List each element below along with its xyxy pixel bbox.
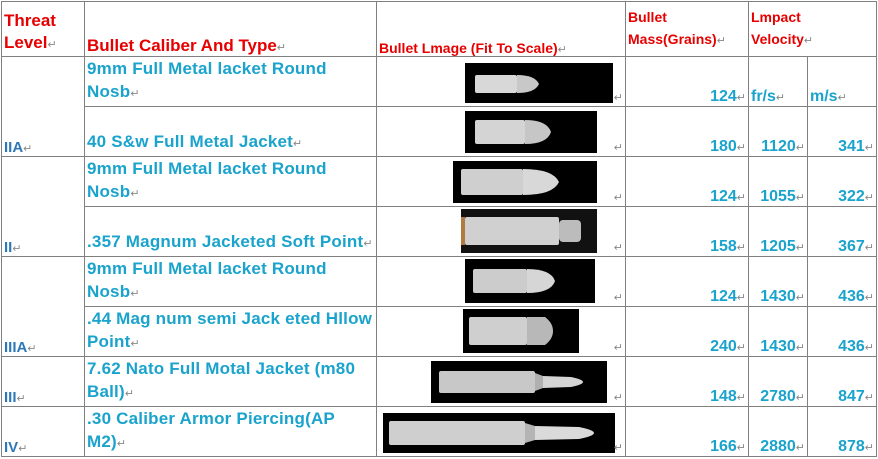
caliber-cell: .357 Magnum Jacketed Soft Point↵ <box>85 207 377 257</box>
bullet-image-cell: ↵ <box>377 257 626 307</box>
bullet-image <box>453 161 597 203</box>
bullet-image-cell: ↵ <box>377 207 626 257</box>
mass-header: Bullet Mass(Grains)↵ <box>626 2 749 57</box>
table-row <box>2 157 877 207</box>
mass-cell: 166↵ <box>626 407 749 457</box>
velocity-header: Lmpact Velocity↵ <box>749 2 877 57</box>
threat-level-cell: II↵ <box>2 157 85 257</box>
velocity-fps-cell: 1430↵ <box>749 307 808 357</box>
mass-cell: 124↵ <box>626 157 749 207</box>
threat-level-cell: IIIA↵ <box>2 257 85 357</box>
image-header: Bullet Lmage (Fit To Scale)↵ <box>377 2 626 57</box>
mass-cell: 124↵ <box>626 257 749 307</box>
velocity-mps-cell: 322↵ <box>808 157 877 207</box>
bullet-image-cell: ↵ <box>377 307 626 357</box>
threat-level-header: Threat Level↵ <box>2 2 85 57</box>
velocity-mps-cell: 436↵ <box>808 307 877 357</box>
bullet-image <box>463 309 579 353</box>
velocity-mps-cell: 878↵ <box>808 407 877 457</box>
velocity-mps-cell: 367↵ <box>808 207 877 257</box>
caliber-cell: 9mm Full Metal lacket Round Nosb↵ <box>85 257 377 307</box>
velocity-mps-cell: 847↵ <box>808 357 877 407</box>
caliber-cell: .30 Caliber Armor Piercing(AP M2)↵ <box>85 407 377 457</box>
bullet-image <box>465 63 613 103</box>
table-row <box>2 57 877 107</box>
velocity-fps-cell: 2880↵ <box>749 407 808 457</box>
table-row <box>2 407 877 457</box>
velocity-mps-cell: 341↵ <box>808 107 877 157</box>
threat-level-cell: IV↵ <box>2 407 85 457</box>
velocity-fps-cell: 1430↵ <box>749 257 808 307</box>
mass-cell: 124↵ <box>626 57 749 107</box>
velocity-fps-cell: 1055↵ <box>749 157 808 207</box>
mass-cell: 180↵ <box>626 107 749 157</box>
table-row <box>2 257 877 307</box>
bullet-image <box>465 259 595 303</box>
caliber-cell: 7.62 Nato Full Motal Jacket (m80 Ball)↵ <box>85 357 377 407</box>
bullet-image-cell: ↵ <box>377 407 626 457</box>
velocity-fps-unit: fr/s↵ <box>749 57 808 107</box>
table-row <box>2 107 877 157</box>
velocity-mps-cell: 436↵ <box>808 257 877 307</box>
bullet-image <box>383 413 615 453</box>
bullet-image-cell: ↵ <box>377 157 626 207</box>
caliber-cell: 40 S&w Full Metal Jacket↵ <box>85 107 377 157</box>
bullet-image-cell: ↵ <box>377 57 626 107</box>
velocity-fps-cell: 1205↵ <box>749 207 808 257</box>
velocity-mps-unit: m/s↵ <box>808 57 877 107</box>
bullet-image-cell: ↵ <box>377 357 626 407</box>
bullet-image-cell: ↵ <box>377 107 626 157</box>
ballistics-table <box>1 1 877 457</box>
bullet-image <box>431 361 607 403</box>
caliber-header: Bullet Caliber And Type↵ <box>85 2 377 57</box>
velocity-fps-cell: 2780↵ <box>749 357 808 407</box>
mass-cell: 148↵ <box>626 357 749 407</box>
header-row <box>2 2 877 57</box>
velocity-fps-cell: 1120↵ <box>749 107 808 157</box>
mass-cell: 240↵ <box>626 307 749 357</box>
threat-level-cell: IIA↵ <box>2 57 85 157</box>
mass-cell: 158↵ <box>626 207 749 257</box>
caliber-cell: 9mm Full Metal lacket Round Nosb↵ <box>85 157 377 207</box>
bullet-image <box>461 209 597 253</box>
table-row <box>2 307 877 357</box>
table-row <box>2 207 877 257</box>
caliber-cell: .44 Mag num semi Jack eted Hllow Point↵ <box>85 307 377 357</box>
caliber-cell: 9mm Full Metal lacket Round Nosb↵ <box>85 57 377 107</box>
bullet-image <box>465 111 597 153</box>
table-row <box>2 357 877 407</box>
threat-level-cell: III↵ <box>2 357 85 407</box>
